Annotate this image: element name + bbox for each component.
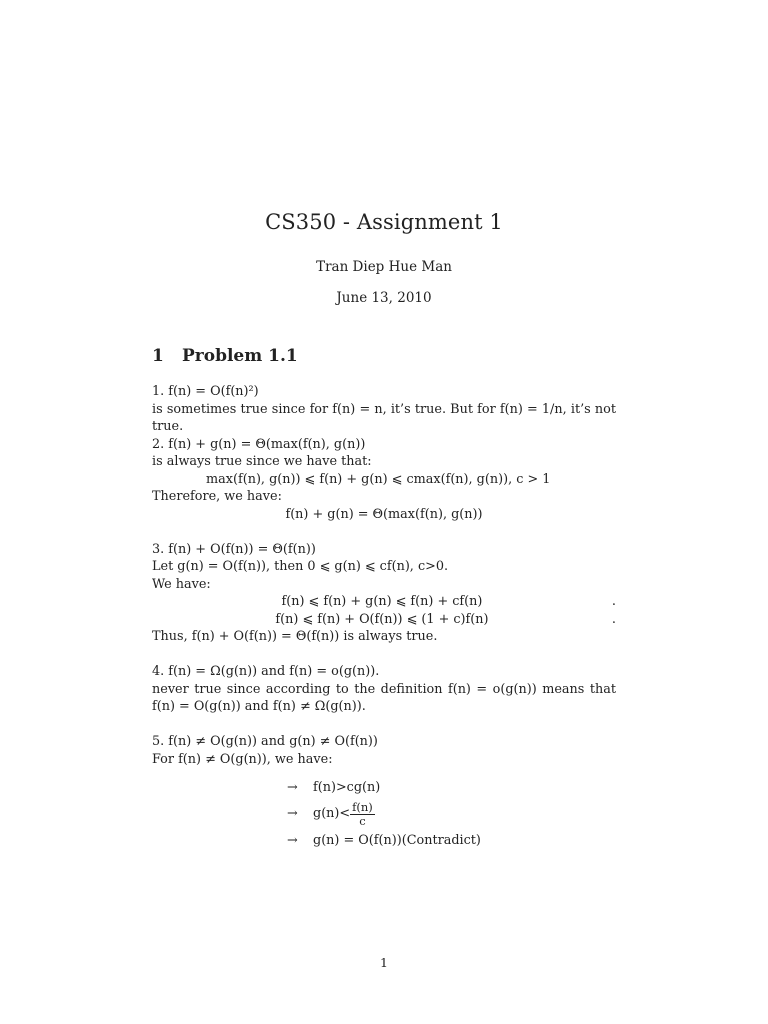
equation-text: f(n) ⩽ f(n) + g(n) ⩽ f(n) + cf(n)	[281, 594, 483, 609]
item-1-heading: 1. f(n) = O(f(n)²)	[152, 384, 259, 399]
problem-body	[152, 383, 616, 852]
derivation-step-1	[287, 776, 616, 799]
fraction-numerator: f(n)	[352, 799, 373, 814]
fraction	[350, 801, 375, 828]
item-3-let: Let g(n) = O(f(n)), then 0 ⩽ g(n) ⩽ cf(n), c>0.	[152, 559, 449, 574]
right-arrow-icon: →	[287, 806, 298, 822]
item-2-heading: 2. f(n) + g(n) = Θ(max(f(n), g(n))	[152, 436, 366, 452]
item-2-inequality: max(f(n), g(n)) ⩽ f(n) + g(n) ⩽ cmax(f(n), g(n)), c > 1	[206, 471, 551, 487]
step-text: g(n)<	[313, 806, 351, 822]
item-1-text: is sometimes true since for f(n) = n, it’s true. But for f(n) = 1/n, it’s not	[152, 401, 616, 417]
document-date: June 13, 2010	[336, 290, 432, 306]
section-number: 1	[152, 346, 164, 366]
item-4-text: never true since according to the definition f(n) = o(g(n)) means that	[152, 681, 616, 697]
derivation-step-2	[287, 799, 616, 829]
item-3-equation-2	[152, 611, 616, 629]
item-3-we-have: We have:	[152, 576, 211, 592]
item-2-text: is always true since we have that:	[152, 454, 372, 469]
item-3-heading: 3. f(n) + O(f(n)) = Θ(f(n))	[152, 541, 316, 557]
document-author: Tran Diep Hue Man	[316, 259, 452, 275]
equation-period: .	[611, 594, 616, 609]
page-number: 1	[380, 955, 388, 970]
right-arrow-icon: →	[287, 832, 298, 848]
item-3-conclusion: Thus, f(n) + O(f(n)) = Θ(f(n)) is always true.	[152, 629, 438, 644]
section-heading	[152, 346, 298, 366]
right-arrow-icon: →	[287, 779, 298, 795]
spacer	[152, 716, 616, 734]
item-4-text-cont: f(n) = O(g(n)) and f(n) ≠ Ω(g(n)).	[152, 699, 366, 714]
equation-text: f(n) ⩽ f(n) + O(f(n)) ⩽ (1 + c)f(n)	[275, 611, 489, 627]
step-text: g(n) = O(f(n))(Contradict)	[313, 832, 481, 848]
derivation-step-3	[287, 829, 616, 852]
item-2-result: f(n) + g(n) = Θ(max(f(n), g(n))	[285, 506, 483, 522]
item-2-therefore: Therefore, we have:	[152, 489, 282, 504]
item-5-text: For f(n) ≠ O(g(n)), we have:	[152, 751, 333, 767]
spacer	[152, 646, 616, 664]
step-text: f(n)>cg(n)	[313, 779, 381, 795]
item-4-heading: 4. f(n) = Ω(g(n)) and f(n) = o(g(n)).	[152, 664, 380, 679]
item-3-equation-1	[152, 593, 616, 611]
section-title: Problem 1.1	[182, 346, 298, 366]
item-1-text-cont: true.	[152, 419, 184, 434]
item-5-derivation	[152, 776, 616, 852]
item-5-heading: 5. f(n) ≠ O(g(n)) and g(n) ≠ O(f(n))	[152, 734, 378, 749]
spacer	[152, 523, 616, 541]
fraction-denominator: c	[359, 813, 366, 828]
document-title: CS350 - Assignment 1	[265, 210, 503, 234]
equation-period: .	[611, 611, 616, 627]
